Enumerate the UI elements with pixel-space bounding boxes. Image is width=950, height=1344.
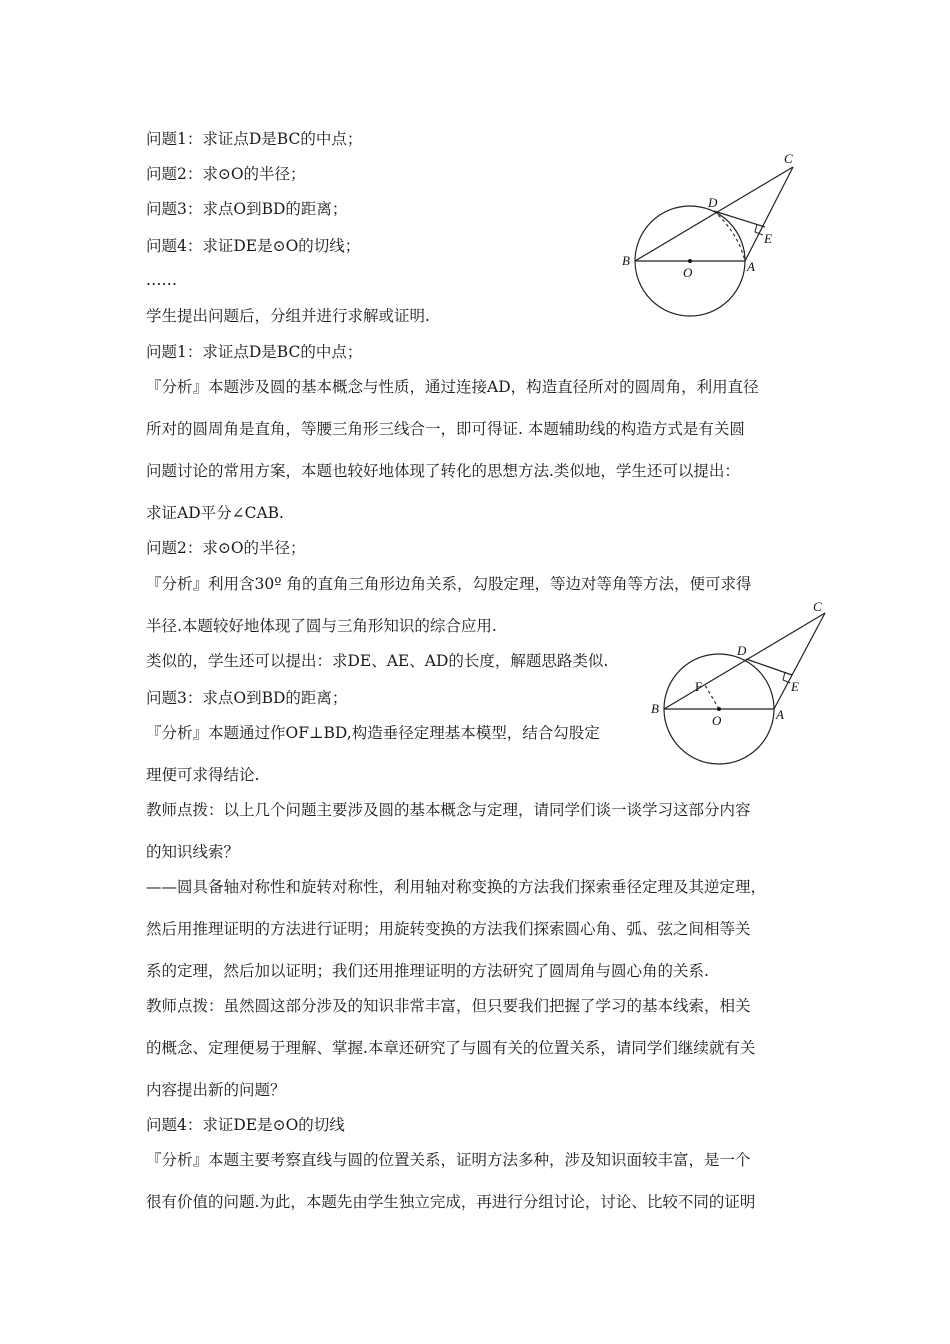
line-bc	[664, 613, 825, 709]
label-c: C	[813, 599, 822, 614]
text-line: 然后用推理证明的方法进行证明；用旋转变换的方法我们探索圆心角、弧、弦之间相等关	[146, 920, 751, 938]
text-line: 问题讨论的常用方案，本题也较好地体现了转化的思想方法.类似地，学生还可以提出：	[146, 462, 740, 480]
text-line: 问题3：求点O到BD的距离；	[146, 689, 348, 707]
text-line: 问题2：求⊙O的半径；	[146, 165, 306, 183]
text-line: 半径.本题较好地体现了圆与三角形知识的综合应用.	[146, 617, 497, 635]
label-o: O	[683, 265, 693, 280]
text-line: 教师点拨：虽然圆这部分涉及的知识非常丰富，但只要我们把握了学习的基本线索，相关	[146, 997, 751, 1015]
label-c: C	[784, 151, 793, 166]
text-line: 问题1：求证点D是BC的中点；	[146, 130, 363, 148]
center-point	[717, 707, 721, 711]
label-e: E	[764, 231, 772, 246]
label-d: D	[737, 643, 747, 658]
label-a: A	[776, 707, 784, 722]
text-line: 学生提出问题后，分组并进行求解或证明.	[146, 307, 430, 325]
dashed-of	[705, 685, 719, 709]
text-line: ——圆具备轴对称性和旋转对称性，利用轴对称变换的方法我们探索垂径定理及其逆定理，	[146, 878, 767, 896]
text-line: ……	[146, 271, 177, 289]
text-line: 求证AD平分∠CAB.	[146, 504, 284, 522]
text-line: 的知识线索？	[146, 843, 240, 861]
label-o: O	[712, 713, 722, 728]
label-a: A	[747, 259, 755, 274]
text-line: 问题4：求证DE是⊙O的切线；	[146, 237, 361, 255]
label-b: B	[651, 701, 659, 716]
text-line: 理便可求得结论.	[146, 766, 260, 784]
line-ac	[774, 613, 825, 709]
text-line: 类似的，学生还可以提出：求DE、AE、AD的长度，解题思路类似.	[146, 652, 609, 670]
text-line: 问题2：求⊙O的半径；	[146, 539, 306, 557]
dashed-ad	[714, 211, 745, 261]
text-line: 的概念、定理便易于理解、掌握.本章还研究了与圆有关的位置关系，请同学们继续就有关	[146, 1039, 756, 1057]
text-line: 『分析』本题通过作OF⊥BD,构造垂径定理基本模型，结合勾股定	[146, 724, 600, 742]
text-line: 问题1：求证点D是BC的中点；	[146, 343, 363, 361]
label-b: B	[622, 253, 630, 268]
text-line: 所对的圆周角是直角，等腰三角形三线合一，即可得证. 本题辅助线的构造方式是有关圆	[146, 420, 745, 438]
text-line: 『分析』利用含30º 角的直角三角形边角关系，勾股定理，等边对等角等方法，便可求得	[146, 575, 752, 593]
text-line: 问题4：求证DE是⊙O的切线	[146, 1116, 345, 1134]
label-d: D	[708, 195, 718, 210]
label-f: F	[695, 679, 703, 694]
center-point	[688, 259, 692, 263]
geometry-figure-2	[645, 595, 840, 770]
text-line: 『分析』本题涉及圆的基本概念与性质，通过连接AD，构造直径所对的圆周角，利用直径	[146, 378, 759, 396]
text-line: 教师点拨：以上几个问题主要涉及圆的基本概念与定理，请同学们谈一谈学习这部分内容	[146, 801, 751, 819]
text-line: 系的定理，然后加以证明；我们还用推理证明的方法研究了圆周角与圆心角的关系.	[146, 962, 709, 980]
geometry-figure-1	[610, 145, 810, 320]
text-line: 内容提出新的问题？	[146, 1081, 286, 1099]
text-line: 『分析』本题主要考察直线与圆的位置关系，证明方法多种，涉及知识面较丰富，是一个	[146, 1151, 751, 1169]
text-line: 很有价值的问题.为此，本题先由学生独立完成，再进行分组讨论，讨论、比较不同的证明	[146, 1193, 756, 1211]
label-e: E	[791, 679, 799, 694]
text-line: 问题3：求点O到BD的距离；	[146, 200, 348, 218]
